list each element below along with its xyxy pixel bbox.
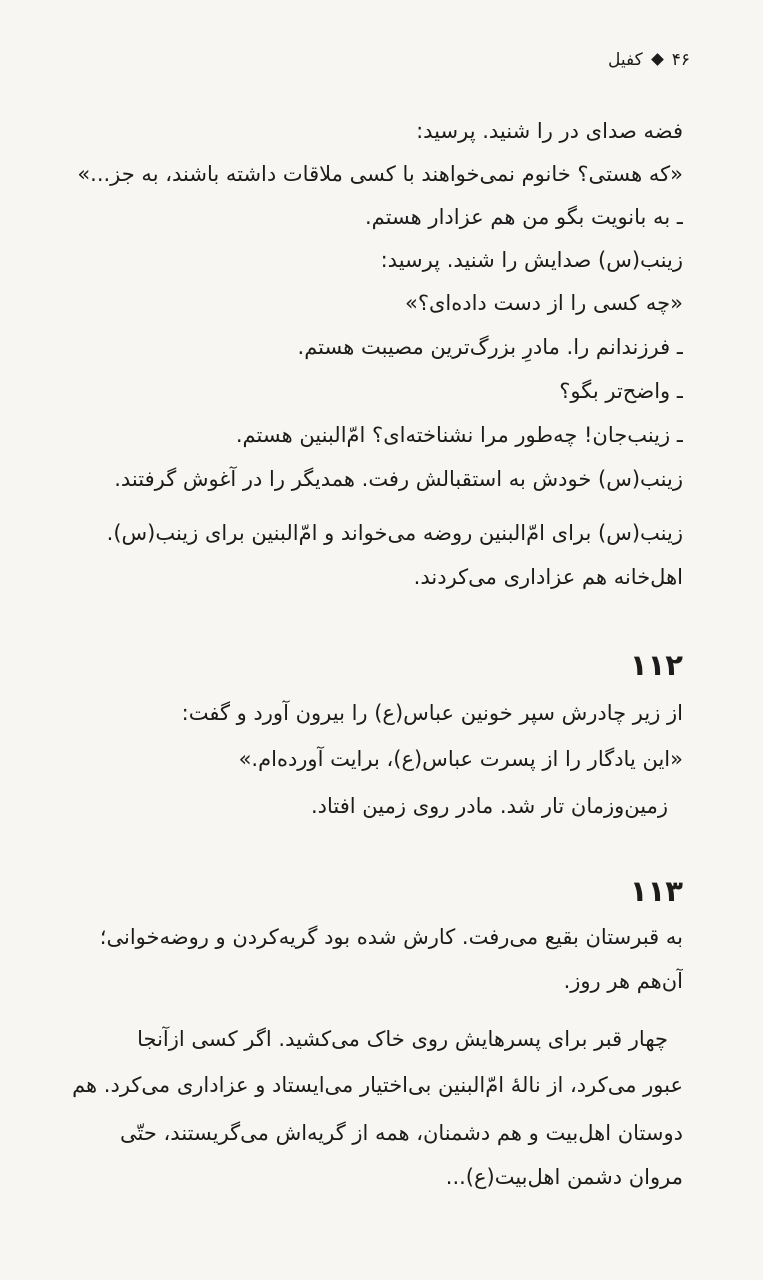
text-line: فضه صدای در را شنید. پرسید: — [416, 119, 683, 143]
text-line: چهار قبر برای پسرهایش روی خاک می‌کشید. اگر کسی ازآنجا — [137, 1027, 668, 1051]
text-line: دوستان اهل‌بیت و هم دشمنان، همه از گریه‌اش می‌گریستند، حتّی — [120, 1121, 683, 1145]
section-number: ۱۱۲ — [629, 648, 683, 682]
text-line: «این یادگار را از پسرت عباس(ع)، برایت آورده‌ام.» — [238, 747, 683, 771]
text-line: به قبرستان بقیع می‌رفت. کارش شده بود گریه‌کردن و روضه‌خوانی؛ — [99, 925, 683, 949]
text-line: مروان دشمن اهل‌بیت(ع)... — [445, 1165, 683, 1189]
text-line: عبور می‌کرد، از نالهٔ امّ‌البنین بی‌اختیار می‌ایستاد و عزاداری می‌کرد. هم — [72, 1073, 683, 1097]
text-line: ـ فرزندانم را. مادرِ بزرگ‌ترین مصیبت هستم. — [297, 335, 683, 359]
text-line: آن‌هم هر روز. — [563, 969, 683, 993]
page-number: ۴۶ — [671, 50, 690, 70]
book-title: کفیل — [608, 50, 643, 70]
text-line: ـ به بانویت بگو من هم عزادار هستم. — [364, 205, 683, 229]
section-number: ۱۱۳ — [629, 874, 683, 908]
text-line: ـ واضح‌تر بگو؟ — [559, 379, 683, 403]
text-line: ـ زینب‌جان! چه‌طور مرا نشناخته‌ای؟ امّ‌البنین هستم. — [235, 423, 683, 447]
text-line: زمین‌وزمان تار شد. مادر روی زمین افتاد. — [311, 794, 668, 818]
diamond-ornament-icon — [651, 53, 664, 66]
text-line: از زیر چادرش سپر خونین عباس(ع) را بیرون آورد و گفت: — [181, 701, 683, 725]
text-line: زینب(س) صدایش را شنید. پرسید: — [380, 248, 683, 272]
text-line: اهل‌خانه هم عزاداری می‌کردند. — [413, 565, 683, 589]
text-line: زینب(س) خودش به استقبالش رفت. همدیگر را در آغوش گرفتند. — [114, 467, 683, 491]
text-line: زینب(س) برای امّ‌البنین روضه می‌خواند و امّ‌البنین برای زینب(س). — [106, 521, 683, 545]
text-line: «که هستی؟ خانوم نمی‌خواهند با کسی ملاقات داشته باشند، به جز...» — [77, 162, 683, 186]
text-line: «چه کسی را از دست داده‌ای؟» — [404, 291, 683, 315]
running-header — [440, 48, 690, 72]
